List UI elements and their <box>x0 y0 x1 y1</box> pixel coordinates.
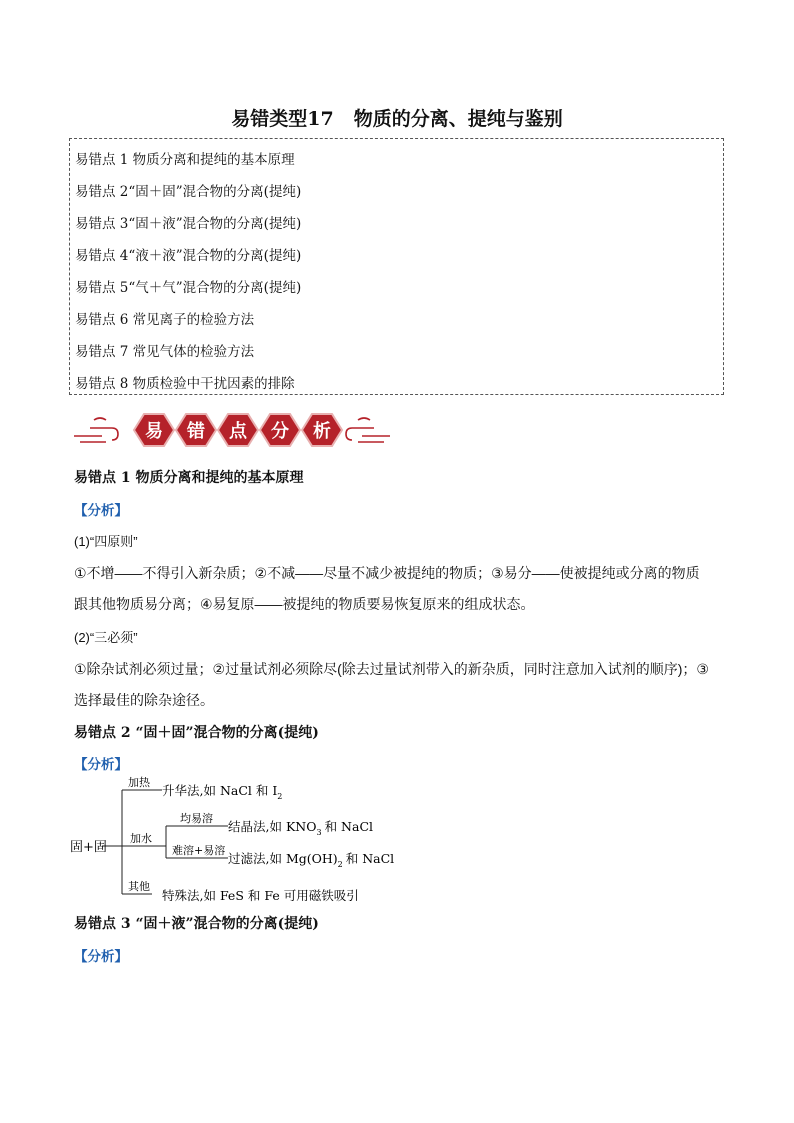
title-topic: 物质的分离、提纯与鉴别 <box>353 108 563 130</box>
rule-four-line-2: 跟其他物质易分离；④易复原——被提纯的物质要易恢复原来的组成状态。 <box>74 596 535 612</box>
page-title <box>0 104 794 131</box>
analysis-tag-3: 【分析】 <box>74 949 128 965</box>
tree-text-sublimation: 升华法,如 NaCl 和 $I_2$ <box>162 783 283 801</box>
tree-label-heat: 加热 <box>128 776 150 789</box>
toc-item-1[interactable]: 易错点 1 物质分离和提纯的基本原理 <box>75 152 295 168</box>
separation-tree-diagram <box>70 774 410 908</box>
tree-text-special: 特殊法,如 FeS 和 Fe 可用磁铁吸引 <box>162 888 359 903</box>
rule-title-three: (2)“三必须” <box>74 630 138 645</box>
banner-right-ornament <box>346 418 390 442</box>
tree-lines <box>102 790 228 894</box>
banner-char-1: 易 <box>145 421 163 442</box>
tree-text-filtration: 过滤法,如 $Mg(OH)_2$ 和 NaCl <box>228 851 395 869</box>
toc-item-5[interactable]: 易错点 5“气＋气”混合物的分离(提纯) <box>75 280 302 296</box>
toc-item-6[interactable]: 易错点 6 常见离子的检验方法 <box>75 312 255 328</box>
section-heading-1: 易错点 1 物质分离和提纯的基本原理 <box>74 470 304 486</box>
banner-char-4: 分 <box>271 421 289 442</box>
tree-label-insoluble: 难溶+易溶 <box>172 844 226 857</box>
analysis-tag-2: 【分析】 <box>74 757 128 773</box>
section-banner <box>72 406 392 454</box>
tree-label-other: 其他 <box>128 880 150 893</box>
section-heading-3: 易错点 3 “固＋液”混合物的分离(提纯) <box>74 916 319 932</box>
banner-char-2: 错 <box>187 421 205 442</box>
toc-box <box>69 138 724 395</box>
toc-item-4[interactable]: 易错点 4“液＋液”混合物的分离(提纯) <box>75 248 302 264</box>
banner-left-ornament <box>74 418 118 442</box>
toc-item-8[interactable]: 易错点 8 物质检验中干扰因素的排除 <box>75 376 295 392</box>
toc-item-7[interactable]: 易错点 7 常见气体的检验方法 <box>75 344 255 360</box>
rule-four-line-1: ①不增——不得引入新杂质；②不减——尽量不减少被提纯的物质；③易分——使被提纯或分离的物质 <box>74 565 700 581</box>
tree-text-crystallization: 结晶法,如 $KNO_3$ 和 NaCl <box>228 819 374 837</box>
toc-item-2[interactable]: 易错点 2“固＋固”混合物的分离(提纯) <box>75 184 302 200</box>
rule-three-line-1: ①除杂试剂必须过量；②过量试剂必须除尽(除去过量试剂带入的新杂质，同时注意加入试剂的顺序)；③ <box>74 661 709 677</box>
tree-label-soluble: 均易溶 <box>180 812 213 825</box>
section-heading-2: 易错点 2 “固＋固”混合物的分离(提纯) <box>74 725 319 741</box>
banner-char-3: 点 <box>229 421 247 442</box>
analysis-tag-1: 【分析】 <box>74 503 128 519</box>
rule-title-four: (1)“四原则” <box>74 534 138 549</box>
tree-root: 固+固 <box>70 840 107 855</box>
rule-three-line-2: 选择最佳的除杂途径。 <box>74 692 214 708</box>
title-type: 易错类型17 <box>231 108 334 130</box>
tree-label-water: 加水 <box>130 832 152 845</box>
banner-char-5: 析 <box>313 421 331 442</box>
toc-item-3[interactable]: 易错点 3“固＋液”混合物的分离(提纯) <box>75 216 302 232</box>
